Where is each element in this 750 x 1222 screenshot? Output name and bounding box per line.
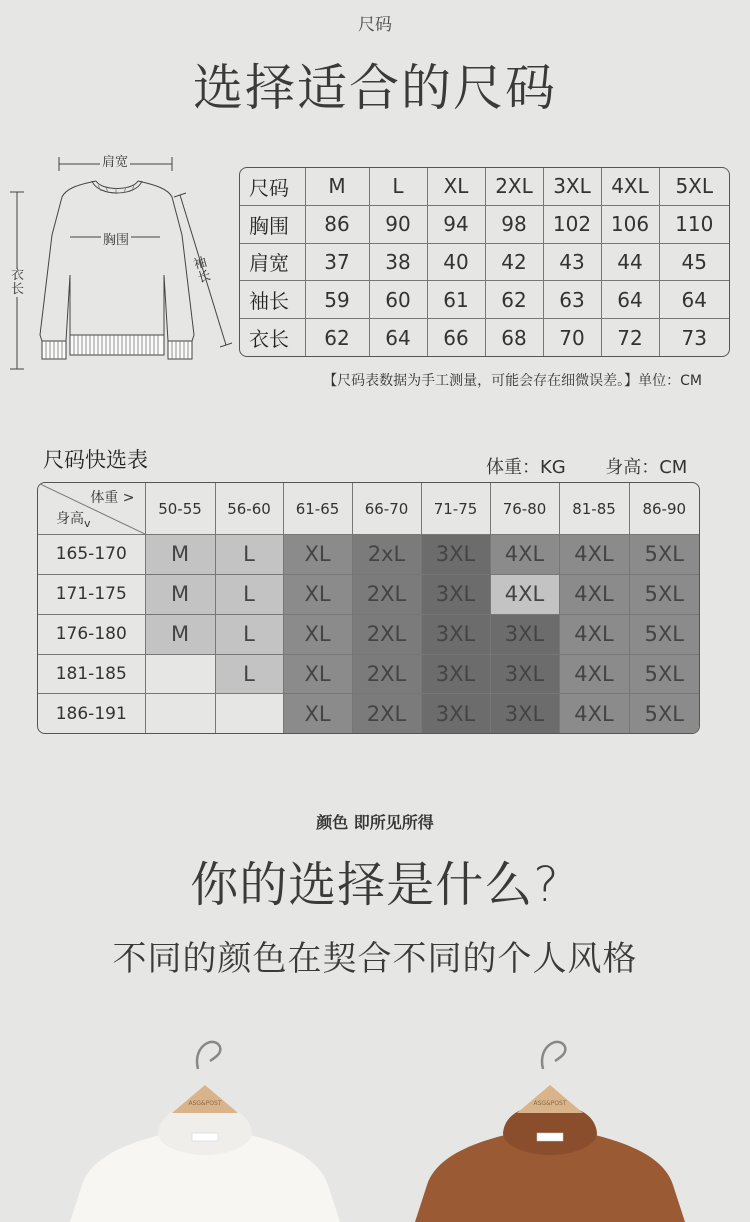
size-cell: M <box>305 168 369 205</box>
size-cell: 110 <box>659 205 729 243</box>
size-cell: 63 <box>543 281 601 319</box>
recommended-size-cell: 2XL <box>352 614 421 654</box>
weight-header: 61-65 <box>283 483 352 535</box>
recommended-size-cell <box>145 654 215 694</box>
height-unit: 身高：CM <box>605 457 688 478</box>
recommended-size-cell: 3XL <box>490 694 559 733</box>
quick-table-row <box>38 694 699 733</box>
size-table-note: 【尺码表数据为手工测量，可能会存在细微误差。】单位：CM <box>323 373 702 389</box>
recommended-size-cell: 5XL <box>629 574 699 614</box>
recommended-size-cell: 5XL <box>629 614 699 654</box>
weight-header: 66-70 <box>352 483 421 535</box>
recommended-size-cell: 4XL <box>559 654 629 694</box>
height-header: 181-185 <box>38 654 145 694</box>
recommended-size-cell: 3XL <box>421 535 490 575</box>
recommended-size-cell: 5XL <box>629 654 699 694</box>
color-section-title: 你的选择是什么? <box>190 857 560 913</box>
recommended-size-cell <box>145 694 215 733</box>
hanger-hook <box>197 1042 220 1069</box>
recommended-size-cell: XL <box>283 614 352 654</box>
quick-table-row <box>38 535 699 575</box>
recommended-size-cell: 5XL <box>629 535 699 575</box>
recommended-size-cell: M <box>145 535 215 575</box>
hanger-hook <box>542 1042 565 1069</box>
height-header: 176-180 <box>38 614 145 654</box>
recommended-size-cell: 2XL <box>352 694 421 733</box>
recommended-size-cell: 3XL <box>421 694 490 733</box>
brown-shirt-label <box>537 1133 563 1141</box>
size-cell: 60 <box>369 281 427 319</box>
weight-header: 76-80 <box>490 483 559 535</box>
size-row-label: 肩宽 <box>240 243 305 281</box>
size-cell: 64 <box>369 319 427 356</box>
recommended-size-cell: 4XL <box>559 574 629 614</box>
size-cell: 62 <box>305 319 369 356</box>
size-cell: 45 <box>659 243 729 281</box>
size-cell: 64 <box>601 281 659 319</box>
recommended-size-cell: 4XL <box>559 614 629 654</box>
size-cell: 5XL <box>659 168 729 205</box>
size-table-row <box>240 243 729 281</box>
sleeve-label: 袖 长 <box>192 254 213 287</box>
size-cell: 90 <box>369 205 427 243</box>
height-header: 186-191 <box>38 694 145 733</box>
weight-header: 50-55 <box>145 483 215 535</box>
recommended-size-cell: L <box>215 614 283 654</box>
white-hanger <box>172 1085 238 1113</box>
recommended-size-cell: L <box>215 535 283 575</box>
weight-header: 81-85 <box>559 483 629 535</box>
recommended-size-cell: 4XL <box>490 535 559 575</box>
size-cell: 37 <box>305 243 369 281</box>
recommended-size-cell: XL <box>283 574 352 614</box>
recommended-size-cell: XL <box>283 535 352 575</box>
corner-height-label: 身高$_v$ <box>56 511 91 530</box>
color-section-label: 颜色 即所见所得 <box>316 813 434 832</box>
recommended-size-cell: L <box>215 654 283 694</box>
shoulder-label: 肩宽 <box>100 151 130 170</box>
recommended-size-cell: 3XL <box>421 654 490 694</box>
size-cell: 2XL <box>485 168 543 205</box>
size-cell: L <box>369 168 427 205</box>
recommended-size-cell: XL <box>283 654 352 694</box>
size-cell: 86 <box>305 205 369 243</box>
size-cell: 66 <box>427 319 485 356</box>
recommended-size-cell: 3XL <box>421 614 490 654</box>
size-row-label: 胸围 <box>240 205 305 243</box>
size-cell: 44 <box>601 243 659 281</box>
size-cell: 102 <box>543 205 601 243</box>
quick-size-table <box>37 482 700 734</box>
weight-header: 71-75 <box>421 483 490 535</box>
size-table-row <box>240 168 729 205</box>
chest-label: 胸围 <box>101 229 131 248</box>
length-label: 衣 长 <box>11 268 25 297</box>
recommended-size-cell: 2xL <box>352 535 421 575</box>
recommended-size-cell: XL <box>283 694 352 733</box>
size-cell: 106 <box>601 205 659 243</box>
brown-turtleneck-image <box>405 1035 695 1222</box>
recommended-size-cell: 2XL <box>352 654 421 694</box>
recommended-size-cell: M <box>145 614 215 654</box>
size-cell: 42 <box>485 243 543 281</box>
size-cell: 98 <box>485 205 543 243</box>
size-cell: 94 <box>427 205 485 243</box>
size-table <box>239 167 730 357</box>
size-cell: 61 <box>427 281 485 319</box>
recommended-size-cell: 5XL <box>629 694 699 733</box>
recommended-size-cell: 4XL <box>559 535 629 575</box>
quick-table-title: 尺码快选表 <box>43 448 148 472</box>
size-table-row <box>240 205 729 243</box>
white-hanger-brand: ASG&POST <box>188 1100 222 1107</box>
recommended-size-cell: M <box>145 574 215 614</box>
size-table-row <box>240 281 729 319</box>
recommended-size-cell <box>215 694 283 733</box>
recommended-size-cell: 3XL <box>490 614 559 654</box>
size-cell: 72 <box>601 319 659 356</box>
table-corner <box>38 483 145 535</box>
quick-table-row <box>38 574 699 614</box>
size-cell: 38 <box>369 243 427 281</box>
brown-hanger-brand: ASG&POST <box>533 1100 567 1107</box>
section-label: 尺码 <box>358 15 392 35</box>
quick-table-units <box>486 453 687 479</box>
size-cell: 40 <box>427 243 485 281</box>
size-row-label: 尺码 <box>240 168 305 205</box>
size-cell: 64 <box>659 281 729 319</box>
size-cell: XL <box>427 168 485 205</box>
size-cell: 70 <box>543 319 601 356</box>
recommended-size-cell: 3XL <box>490 654 559 694</box>
size-cell: 59 <box>305 281 369 319</box>
size-cell: 4XL <box>601 168 659 205</box>
size-row-label: 袖长 <box>240 281 305 319</box>
white-shirt-label <box>192 1133 218 1141</box>
corner-weight-label: 体重 > <box>90 490 135 506</box>
size-cell: 43 <box>543 243 601 281</box>
size-cell: 62 <box>485 281 543 319</box>
sweater-diagram <box>6 145 236 380</box>
size-row-label: 衣长 <box>240 319 305 356</box>
recommended-size-cell: 3XL <box>421 574 490 614</box>
color-section-subtitle: 不同的颜色在契合不同的个人风格 <box>112 939 638 979</box>
size-cell: 68 <box>485 319 543 356</box>
brown-hanger <box>517 1085 583 1113</box>
recommended-size-cell: 2XL <box>352 574 421 614</box>
weight-header: 86-90 <box>629 483 699 535</box>
recommended-size-cell: 4XL <box>559 694 629 733</box>
recommended-size-cell: L <box>215 574 283 614</box>
size-cell: 73 <box>681 325 707 350</box>
size-cell: 3XL <box>543 168 601 205</box>
recommended-size-cell: 4XL <box>490 574 559 614</box>
weight-header: 56-60 <box>215 483 283 535</box>
quick-table-row <box>38 654 699 694</box>
size-table-row <box>240 319 729 356</box>
page-title: 选择适合的尺码 <box>193 59 557 117</box>
quick-table-row <box>38 614 699 654</box>
height-header: 165-170 <box>38 535 145 575</box>
height-header: 171-175 <box>38 574 145 614</box>
weight-unit: 体重：KG <box>486 457 566 478</box>
white-turtleneck-image <box>60 1035 350 1222</box>
